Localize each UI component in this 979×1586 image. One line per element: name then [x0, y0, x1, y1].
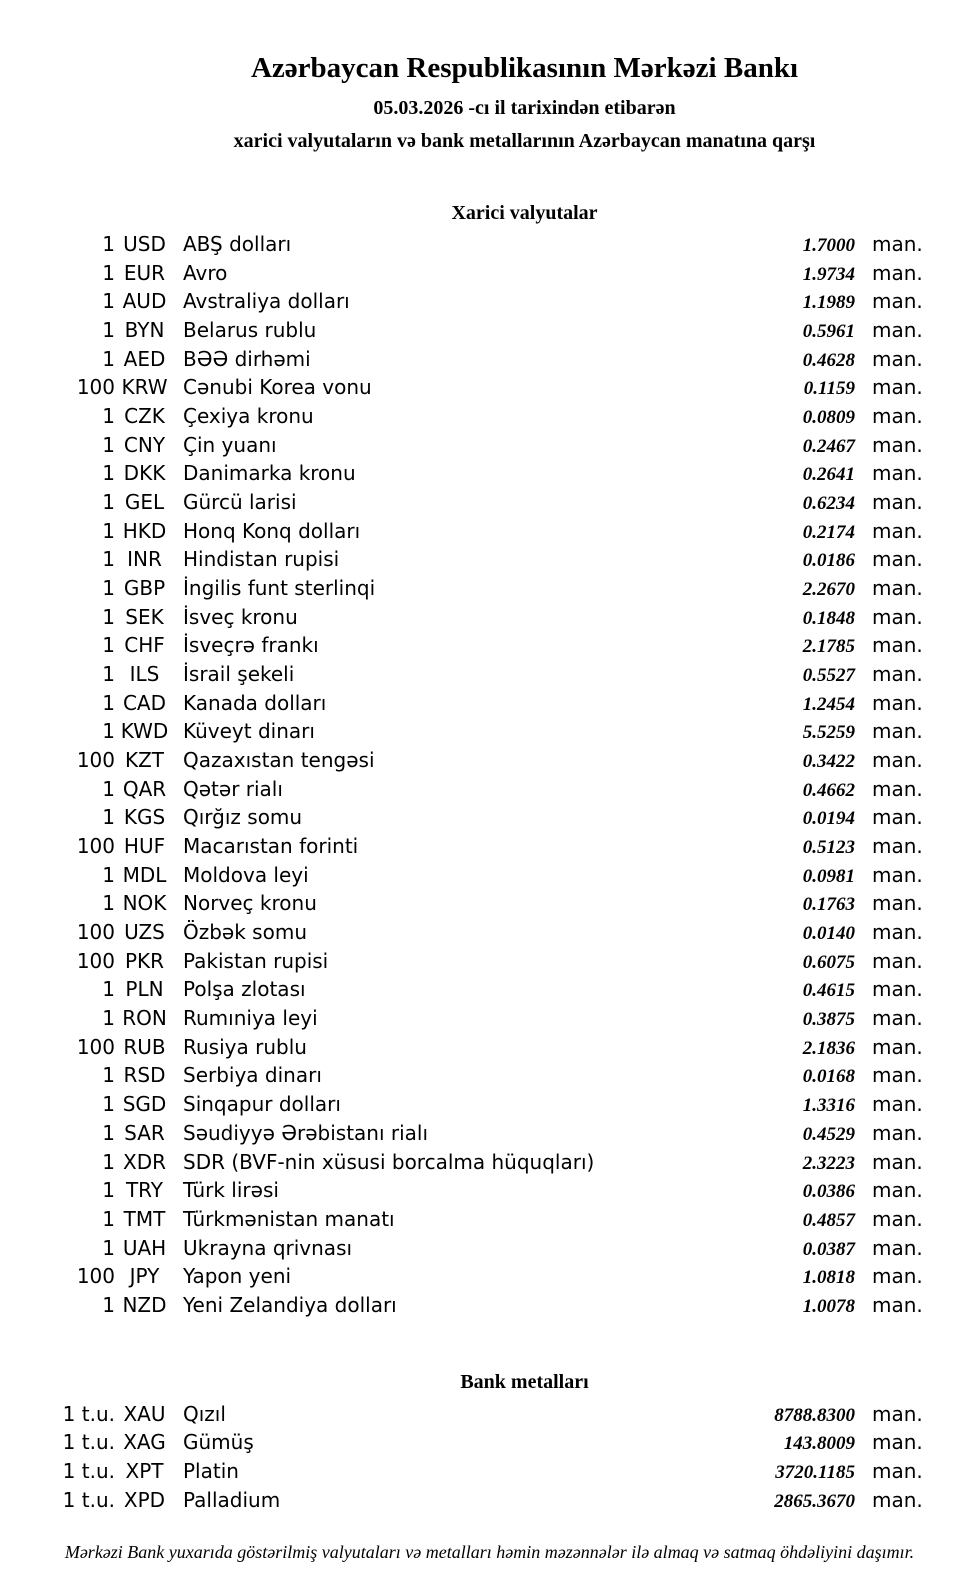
unit-cell: man. — [872, 318, 923, 343]
rate-value-cell: 143.8009 — [783, 1433, 855, 1455]
currency-rate-row — [0, 316, 921, 345]
rate-value-cell: 0.0140 — [802, 923, 855, 945]
currency-name-cell: Kanada dolları — [183, 690, 327, 715]
currency-rate-row — [0, 402, 921, 431]
quantity-cell: 1 — [102, 1092, 115, 1117]
currency-rate-row — [0, 1033, 921, 1062]
document-subtitle: xarici valyutaların və bank metallarının Azərbaycan manatına qarşı — [233, 130, 816, 152]
rate-value-cell: 0.6234 — [802, 493, 855, 515]
unit-cell: man. — [872, 404, 923, 429]
currency-code-cell: CNY — [123, 432, 166, 457]
rate-value-cell: 0.0186 — [802, 550, 855, 572]
unit-cell: man. — [872, 862, 923, 887]
rate-value-cell: 0.0387 — [802, 1238, 855, 1260]
currency-name-cell: Özbək somu — [183, 920, 307, 945]
currency-rate-row — [0, 1119, 921, 1148]
quantity-cell: 1 — [102, 518, 115, 543]
currency-code-cell: MDL — [122, 862, 167, 887]
unit-cell: man. — [872, 375, 923, 400]
unit-cell: man. — [872, 719, 923, 744]
quantity-cell: 1 — [102, 1235, 115, 1260]
metal-name-cell: Platin — [183, 1458, 239, 1483]
currency-name-cell: Çin yuanı — [183, 432, 277, 457]
currency-code-cell: CAD — [122, 690, 167, 715]
unit-cell: man. — [872, 1063, 923, 1088]
rate-value-cell: 0.0168 — [802, 1066, 855, 1088]
currency-name-cell: İsrail şekeli — [183, 662, 295, 687]
rate-value-cell: 0.3875 — [802, 1009, 855, 1031]
unit-cell: man. — [872, 948, 923, 973]
currency-code-cell: INR — [127, 547, 162, 572]
rate-value-cell: 2.1785 — [802, 636, 855, 658]
currency-name-cell: Yapon yeni — [183, 1264, 292, 1289]
quantity-cell: 1 — [102, 1292, 115, 1317]
metal-name-cell: Palladium — [183, 1487, 281, 1512]
rate-value-cell: 0.2467 — [802, 435, 855, 457]
currency-code-cell: XDR — [123, 1149, 166, 1174]
currency-name-cell: ABŞ dolları — [183, 232, 292, 256]
metal-code-cell: XPT — [125, 1458, 164, 1483]
quantity-cell: 100 — [76, 834, 115, 859]
currency-rate-row — [0, 918, 921, 947]
currency-rate-row — [0, 832, 921, 861]
rate-value-cell: 1.3316 — [802, 1095, 855, 1117]
unit-cell: man. — [872, 1149, 923, 1174]
rate-value-cell: 0.4615 — [802, 980, 855, 1002]
currency-rate-row — [0, 1004, 921, 1033]
rate-value-cell: 0.0809 — [802, 407, 855, 429]
quantity-cell: 1 — [102, 1178, 115, 1203]
currency-rates-table — [0, 230, 921, 1320]
quantity-cell: 1 — [102, 662, 115, 687]
currency-rate-row — [0, 1291, 921, 1320]
currency-code-cell: HKD — [122, 518, 167, 543]
currency-rate-row — [0, 689, 921, 718]
currency-rate-row — [0, 803, 921, 832]
currency-rate-row — [0, 889, 921, 918]
currency-name-cell: SDR (BVF-nin xüsusi borcalma hüquqları) — [183, 1149, 595, 1174]
rate-value-cell: 0.5123 — [802, 837, 855, 859]
currency-name-cell: İngilis funt sterlinqi — [183, 576, 376, 601]
currency-code-cell: GBP — [123, 576, 166, 601]
rate-value-cell: 0.5961 — [802, 321, 855, 343]
currency-name-cell: Çexiya kronu — [183, 404, 314, 429]
unit-cell: man. — [872, 1206, 923, 1231]
quantity-cell: 1 — [102, 289, 115, 314]
quantity-cell: 1 — [102, 977, 115, 1002]
rate-value-cell: 2865.3670 — [774, 1490, 855, 1512]
quantity-cell: 1 — [102, 1149, 115, 1174]
currency-code-cell: KZT — [124, 748, 165, 773]
currency-name-cell: Serbiya dinarı — [183, 1063, 322, 1088]
currency-rate-row — [0, 1148, 921, 1177]
unit-cell: man. — [872, 1034, 923, 1059]
unit-cell: man. — [872, 834, 923, 859]
currency-rate-row — [0, 1061, 921, 1090]
quantity-cell: 1 — [102, 862, 115, 887]
currency-code-cell: SGD — [122, 1092, 167, 1117]
currency-code-cell: KGS — [123, 805, 166, 830]
currency-name-cell: BƏƏ dirhəmi — [183, 346, 311, 371]
rate-value-cell: 0.1159 — [803, 378, 855, 400]
rate-value-cell: 1.9734 — [802, 263, 855, 285]
rate-value-cell: 1.7000 — [802, 235, 855, 256]
currency-code-cell: EUR — [123, 260, 166, 285]
unit-cell: man. — [872, 1120, 923, 1145]
quantity-cell: 100 — [76, 748, 115, 773]
document-header — [0, 0, 979, 153]
rate-value-cell: 1.0078 — [802, 1295, 855, 1317]
unit-cell: man. — [872, 1292, 923, 1317]
unit-cell: man. — [872, 662, 923, 687]
currency-code-cell: NOK — [122, 891, 167, 916]
currency-name-cell: Gürcü larisi — [183, 490, 297, 515]
currency-code-cell: UAH — [122, 1235, 167, 1260]
quantity-cell: 100 — [76, 948, 115, 973]
currency-rate-row — [0, 746, 921, 775]
rate-value-cell: 0.4628 — [802, 349, 855, 371]
unit-cell: man. — [872, 805, 923, 830]
quantity-cell: 1 — [102, 1006, 115, 1031]
quantity-cell: 1 — [102, 604, 115, 629]
rate-value-cell: 8788.8300 — [774, 1404, 855, 1426]
metal-code-cell: XAG — [123, 1430, 166, 1455]
quantity-cell: 1 — [102, 1120, 115, 1145]
rate-value-cell: 2.3223 — [802, 1152, 855, 1174]
currency-name-cell: Rumıniya leyi — [183, 1006, 318, 1031]
unit-cell: man. — [872, 518, 923, 543]
currency-rate-row — [0, 717, 921, 746]
rate-value-cell: 0.2174 — [802, 521, 855, 543]
currency-code-cell: AED — [123, 346, 166, 371]
currency-code-cell: RSD — [123, 1063, 166, 1088]
quantity-cell: 1 — [102, 432, 115, 457]
unit-cell: man. — [872, 461, 923, 486]
unit-cell: man. — [872, 1006, 923, 1031]
effective-date-line: 05.03.2026 -cı il tarixindən etibarən — [373, 97, 676, 119]
currency-name-cell: Polşa zlotası — [183, 977, 306, 1002]
metal-rate-row — [0, 1400, 921, 1429]
currency-rate-row — [0, 230, 921, 259]
currency-code-cell: KWD — [120, 719, 169, 744]
unit-cell: man. — [872, 289, 923, 314]
currency-code-cell: SEK — [125, 604, 164, 629]
rate-value-cell: 5.5259 — [802, 722, 855, 744]
currency-rate-row — [0, 1090, 921, 1119]
rate-value-cell: 0.2641 — [802, 464, 855, 486]
quantity-cell: 1 t.u. — [62, 1487, 115, 1512]
quantity-cell: 1 t.u. — [62, 1458, 115, 1483]
quantity-cell: 100 — [76, 375, 115, 400]
quantity-cell: 1 — [102, 805, 115, 830]
quantity-cell: 1 — [102, 260, 115, 285]
unit-cell: man. — [872, 547, 923, 572]
quantity-cell: 1 — [102, 891, 115, 916]
currency-rate-row — [0, 488, 921, 517]
currency-code-cell: NZD — [122, 1292, 167, 1317]
currency-code-cell: KRW — [121, 375, 168, 400]
currency-code-cell: GEL — [124, 490, 165, 515]
unit-cell: man. — [872, 776, 923, 801]
currency-code-cell: TMT — [123, 1206, 166, 1231]
quantity-cell: 1 — [102, 690, 115, 715]
unit-cell: man. — [872, 1487, 923, 1512]
quantity-cell: 1 t.u. — [62, 1430, 115, 1455]
quantity-cell: 100 — [76, 1034, 115, 1059]
unit-cell: man. — [872, 604, 923, 629]
currency-name-cell: Pakistan rupisi — [183, 948, 329, 973]
currency-rate-row — [0, 459, 921, 488]
currency-code-cell: QAR — [122, 776, 167, 801]
currency-rate-row — [0, 373, 921, 402]
rate-value-cell: 0.0194 — [802, 808, 855, 830]
quantity-cell: 100 — [76, 920, 115, 945]
currency-code-cell: BYN — [124, 318, 165, 343]
currency-code-cell: CHF — [124, 633, 165, 658]
unit-cell: man. — [872, 633, 923, 658]
quantity-cell: 1 — [102, 719, 115, 744]
rate-value-cell: 0.1848 — [802, 607, 855, 629]
currency-name-cell: Türk lirəsi — [183, 1178, 279, 1203]
quantity-cell: 100 — [76, 1264, 115, 1289]
currency-rate-row — [0, 603, 921, 632]
currency-rate-row — [0, 574, 921, 603]
rate-value-cell: 0.4529 — [802, 1123, 855, 1145]
footer-disclaimer: Mərkəzi Bank yuxarıda göstərilmiş valyutaları və metalları həmin məzənnələr ilə almaq və satmaq öhdəliyini daşımır. — [64, 1542, 915, 1563]
currency-name-cell: Cənubi Korea vonu — [183, 375, 372, 400]
currency-rate-row — [0, 431, 921, 460]
currency-code-cell: DKK — [123, 461, 166, 486]
currency-name-cell: Macarıstan forinti — [183, 834, 359, 859]
rate-value-cell: 0.4857 — [802, 1209, 855, 1231]
currency-code-cell: UZS — [124, 920, 165, 945]
unit-cell: man. — [872, 346, 923, 371]
unit-cell: man. — [872, 1178, 923, 1203]
currency-code-cell: PLN — [125, 977, 164, 1002]
unit-cell: man. — [872, 1458, 923, 1483]
currency-rate-row — [0, 1205, 921, 1234]
currency-rate-row — [0, 1262, 921, 1291]
unit-cell: man. — [872, 490, 923, 515]
quantity-cell: 1 — [102, 404, 115, 429]
currency-code-cell: CZK — [124, 404, 165, 429]
unit-cell: man. — [872, 260, 923, 285]
rate-value-cell: 0.5527 — [802, 665, 855, 687]
rate-value-cell: 0.4662 — [802, 779, 855, 801]
currency-code-cell: HUF — [123, 834, 166, 859]
currency-rate-row — [0, 1234, 921, 1263]
metal-name-cell: Qızıl — [183, 1401, 226, 1426]
unit-cell: man. — [872, 1401, 923, 1426]
metal-name-cell: Gümüş — [183, 1430, 254, 1455]
unit-cell: man. — [872, 232, 923, 256]
quantity-cell: 1 — [102, 346, 115, 371]
rate-value-cell: 1.0818 — [802, 1267, 855, 1289]
unit-cell: man. — [872, 1430, 923, 1455]
metal-rate-row — [0, 1486, 921, 1515]
unit-cell: man. — [872, 920, 923, 945]
quantity-cell: 1 — [102, 232, 115, 256]
currency-name-cell: Səudiyyə Ərəbistanı rialı — [183, 1120, 429, 1145]
unit-cell: man. — [872, 576, 923, 601]
quantity-cell: 1 — [102, 776, 115, 801]
currency-rate-row — [0, 947, 921, 976]
unit-cell: man. — [872, 1264, 923, 1289]
currency-code-cell: AUD — [122, 289, 167, 314]
currency-code-cell: SAR — [124, 1120, 165, 1145]
rate-value-cell: 2.2670 — [802, 579, 855, 601]
currency-name-cell: Honq Konq dolları — [183, 518, 361, 543]
quantity-cell: 1 t.u. — [62, 1401, 115, 1426]
metal-code-cell: XAU — [123, 1401, 166, 1426]
quantity-cell: 1 — [102, 633, 115, 658]
currency-code-cell: JPY — [129, 1264, 160, 1289]
unit-cell: man. — [872, 1092, 923, 1117]
currency-code-cell: RUB — [123, 1034, 166, 1059]
quantity-cell: 1 — [102, 318, 115, 343]
currency-rate-row — [0, 345, 921, 374]
currency-name-cell: İsveçrə frankı — [183, 633, 319, 658]
currency-rate-row — [0, 1176, 921, 1205]
currency-name-cell: Rusiya rublu — [183, 1034, 307, 1059]
section-title-metals: Bank metalları — [460, 1370, 589, 1393]
currency-rate-row — [0, 545, 921, 574]
rate-value-cell: 2.1836 — [802, 1037, 855, 1059]
unit-cell: man. — [872, 891, 923, 916]
currency-name-cell: Türkmənistan manatı — [183, 1206, 395, 1231]
metal-rate-row — [0, 1457, 921, 1486]
currency-rate-row — [0, 517, 921, 546]
rate-value-cell: 0.6075 — [802, 951, 855, 973]
currency-rate-row — [0, 259, 921, 288]
quantity-cell: 1 — [102, 1063, 115, 1088]
rate-value-cell: 1.1989 — [802, 292, 855, 314]
page-title: Azərbaycan Respublikasının Mərkəzi Bankı — [250, 52, 799, 84]
currency-name-cell: Sinqapur dolları — [183, 1092, 341, 1117]
rate-value-cell: 0.3422 — [802, 751, 855, 773]
metal-rates-table — [0, 1400, 921, 1515]
currency-name-cell: Norveç kronu — [183, 891, 317, 916]
currency-rate-row — [0, 975, 921, 1004]
quantity-cell: 1 — [102, 576, 115, 601]
currency-name-cell: Qırğız somu — [183, 805, 303, 830]
currency-code-cell: ILS — [129, 662, 160, 687]
unit-cell: man. — [872, 1235, 923, 1260]
rate-value-cell: 1.2454 — [802, 693, 855, 715]
currency-code-cell: RON — [122, 1006, 167, 1031]
rate-value-cell: 0.0386 — [802, 1181, 855, 1203]
currency-rate-row — [0, 660, 921, 689]
currency-rate-row — [0, 861, 921, 890]
currency-code-cell: PKR — [124, 948, 165, 973]
currency-name-cell: Danimarka kronu — [183, 461, 356, 486]
currency-name-cell: Küveyt dinarı — [183, 719, 315, 744]
currency-code-cell: USD — [123, 232, 166, 256]
currency-name-cell: Qazaxıstan tengəsi — [183, 748, 375, 773]
currency-name-cell: Belarus rublu — [183, 318, 317, 343]
currency-name-cell: Qətər rialı — [183, 776, 283, 801]
rate-value-cell: 3720.1185 — [775, 1461, 855, 1483]
currency-name-cell: Hindistan rupisi — [183, 547, 340, 572]
metal-rate-row — [0, 1428, 921, 1457]
currency-name-cell: Avro — [183, 260, 228, 285]
quantity-cell: 1 — [102, 547, 115, 572]
currency-name-cell: İsveç kronu — [183, 604, 298, 629]
rate-value-cell: 0.1763 — [802, 894, 855, 916]
unit-cell: man. — [872, 690, 923, 715]
quantity-cell: 1 — [102, 1206, 115, 1231]
currency-name-cell: Ukrayna qrivnası — [183, 1235, 353, 1260]
currency-rate-row — [0, 775, 921, 804]
currency-code-cell: TRY — [125, 1178, 164, 1203]
rate-value-cell: 0.0981 — [802, 865, 855, 887]
currency-name-cell: Moldova leyi — [183, 862, 309, 887]
currency-rate-row — [0, 287, 921, 316]
currency-name-cell: Avstraliya dolları — [183, 289, 350, 314]
quantity-cell: 1 — [102, 490, 115, 515]
quantity-cell: 1 — [102, 461, 115, 486]
currency-name-cell: Yeni Zelandiya dolları — [183, 1292, 397, 1317]
metal-code-cell: XPD — [123, 1487, 166, 1512]
section-title-currencies: Xarici valyutalar — [451, 202, 598, 224]
unit-cell: man. — [872, 977, 923, 1002]
currency-rate-row — [0, 631, 921, 660]
unit-cell: man. — [872, 748, 923, 773]
unit-cell: man. — [872, 432, 923, 457]
